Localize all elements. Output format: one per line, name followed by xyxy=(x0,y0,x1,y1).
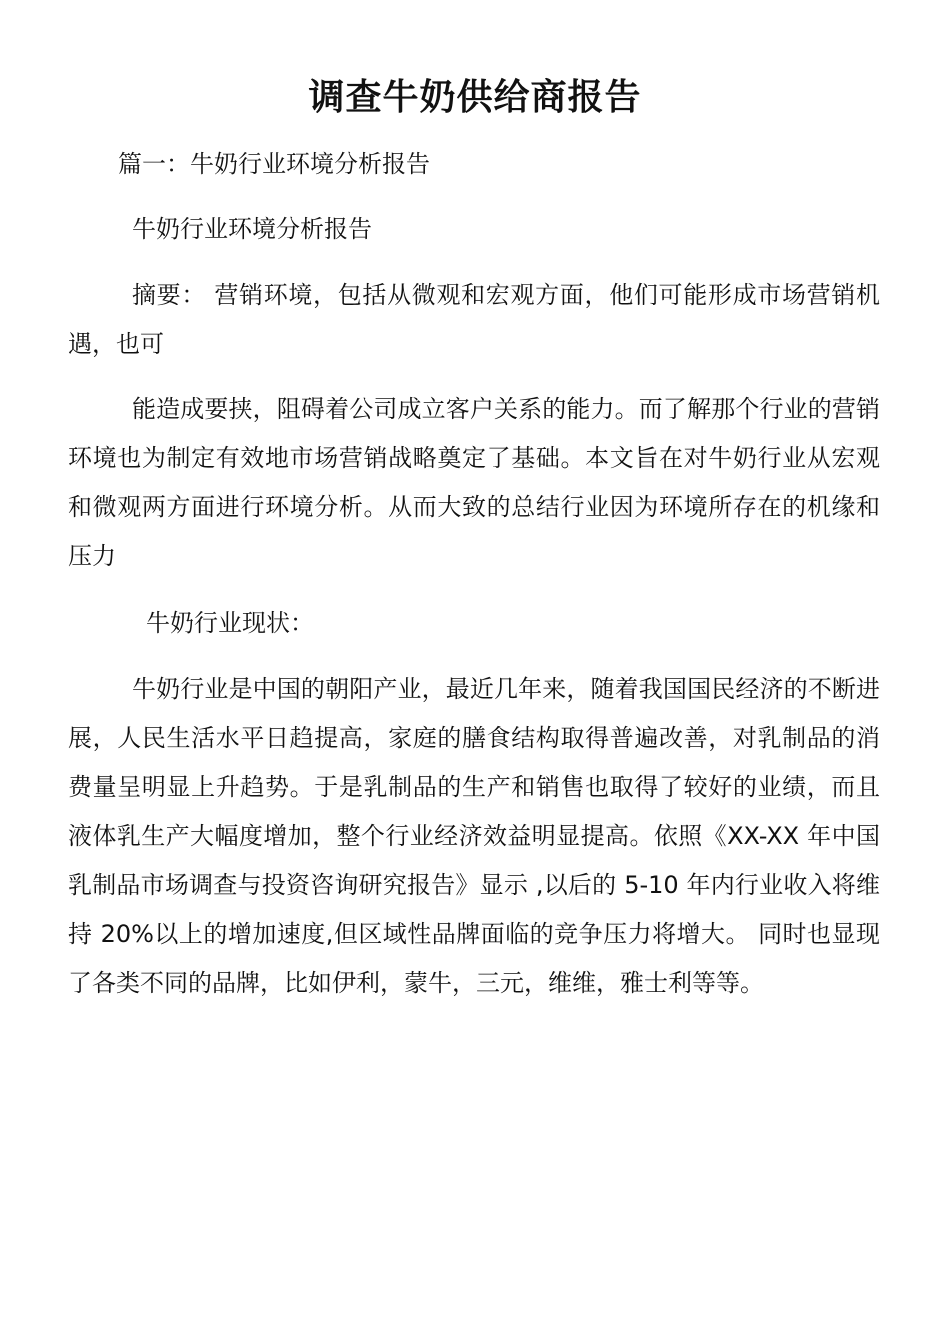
document-title: 调查牛奶供给商报告 xyxy=(308,77,642,118)
section-heading: 牛奶行业现状： xyxy=(146,609,314,637)
report-title: 牛奶行业环境分析报告 xyxy=(132,215,372,243)
body-paragraph-1: 能造成要挟，阻碍着公司成立客户关系的能力。而了解那个行业的营销环境也为制定有效地市场营销战略奠定了基础。本文旨在对牛奶行业从宏观和微观两方面进行环境分析。从而大致的总结行业因为环境所存在的机缘和压力 xyxy=(68,395,880,570)
body-paragraph-2: 牛奶行业是中国的朝阳产业，最近几年来，随着我国国民经济的不断进展，人民生活水平日趋提高，家庭的膳食结构取得普遍改善，对乳制品的消费量呈明显上升趋势。于是乳制品的生产和销售也取得了较好的业绩，而且液体乳生产大幅度增加，整个行业经济效益明显提高。依照《XX-XX 年中国乳制品市场调查与投资咨询研究报告》显示 ,以后的 5-10 年内行业收入将维持 20%以上的增加速度,但区域性品牌面临的竞争压力将增大。 同时也显现了各类不同的品牌，比如伊利，蒙牛，三元，维维，雅士利等等。 xyxy=(68,675,880,997)
abstract-paragraph: 摘要： 营销环境，包括从微观和宏观方面，他们可能形成市场营销机遇，也可 xyxy=(68,281,880,358)
chapter-heading: 篇一：牛奶行业环境分析报告 xyxy=(118,150,430,178)
